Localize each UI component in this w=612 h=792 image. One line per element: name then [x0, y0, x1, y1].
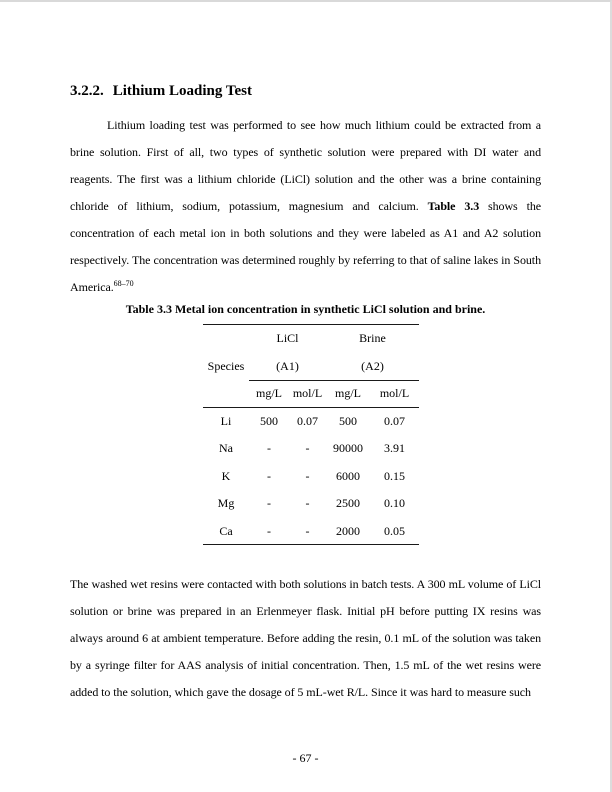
- table-rule-header-bottom: [203, 407, 419, 408]
- table-cell: 0.15: [384, 468, 405, 483]
- table-cell: -: [305, 441, 310, 455]
- table-cell: 2500: [336, 496, 360, 510]
- page-number: - 67 -: [292, 751, 319, 765]
- body-paragraph-2: The washed wet resins were contacted with both solutions in batch tests. A 300 mL volume of LiCl solution or brine was prepared in an Erlenmeyer flask. Initial pH before putting IX resins was always around 6 at ambient temperature. Before adding the resin, 0.1 mL of the solution was taken by a syringe filter for AAS analysis of initial concentration. Then, 1.5 mL of the wet resins were added to the solution, which gave the dosage of 5 mL-wet R/L. Since it was hard to measure such: [70, 577, 541, 699]
- table-cell: 90000: [333, 441, 363, 455]
- table-cell: -: [267, 523, 271, 538]
- paragraph-1-text-continued: shows the concentration of each metal ion in both solutions and they were labeled as A1 and A2 solution respectively. The concentration was determined roughly by referring to that of saline lakes in South America.: [70, 199, 541, 294]
- section-number: 3.2.2.: [70, 83, 104, 99]
- table-row-species: Na: [219, 441, 233, 455]
- table-header-species: Species: [207, 358, 245, 373]
- table-unit-mg-l-a2: mg/L: [335, 386, 361, 400]
- table-rule-subheader: [249, 380, 419, 381]
- paragraph-1-text: Lithium loading test was performed to see how much lithium could be extracted from a brine solution. First of all, two types of synthetic solution were prepared with DI water and reagents. The first was a lithium chloride (LiCl) solution and the other was a brine containing chloride of lithium, sodium, potassium, magnesium and calcium.: [70, 118, 541, 213]
- table-units-spacer: [203, 380, 249, 408]
- table-cell: -: [267, 468, 271, 483]
- table-reference: Table 3.3: [427, 199, 480, 213]
- table-header-group-licl: LiCl: [276, 331, 299, 345]
- body-paragraph-1: [70, 112, 541, 301]
- table-cell: 500: [260, 413, 278, 428]
- section-title: Lithium Loading Test: [112, 83, 252, 99]
- section-heading: [70, 83, 252, 100]
- table-caption: Table 3.3 Metal ion concentration in synthetic LiCl solution and brine.: [125, 302, 486, 316]
- table-cell: -: [267, 441, 271, 455]
- table-header-group-a1: (A1): [276, 358, 299, 373]
- table-cell: 6000: [336, 468, 360, 483]
- table-header-spacer: [203, 325, 249, 353]
- table-header-group-a2: (A2): [361, 358, 384, 373]
- table-rule-bottom: [203, 544, 419, 545]
- table-row-species: Mg: [217, 496, 235, 510]
- table-header-group-brine: Brine: [359, 331, 386, 345]
- table-cell: 500: [339, 413, 357, 428]
- table-cell: 2000: [336, 523, 360, 538]
- table-cell: -: [305, 496, 310, 510]
- table-unit-mg-l-a1: mg/L: [256, 386, 282, 400]
- table-row-species: Ca: [219, 523, 233, 538]
- table-row-species: K: [221, 468, 231, 483]
- table-cell: 0.07: [384, 413, 405, 428]
- table-unit-mol-l-a1: mol/L: [292, 386, 323, 400]
- table-cell: 0.10: [384, 496, 405, 510]
- table-cell: 0.05: [384, 523, 405, 538]
- metal-ion-concentration-table: [203, 324, 419, 544]
- table-cell: -: [305, 468, 310, 483]
- table-cell: 3.91: [384, 441, 405, 455]
- table-row-species: Li: [220, 413, 232, 428]
- table-cell: 0.07: [297, 413, 318, 428]
- table-cell: -: [305, 523, 310, 538]
- table-unit-mol-l-a2: mol/L: [379, 386, 410, 400]
- citation-superscript: 68–70: [113, 279, 134, 288]
- table-cell: -: [267, 496, 271, 510]
